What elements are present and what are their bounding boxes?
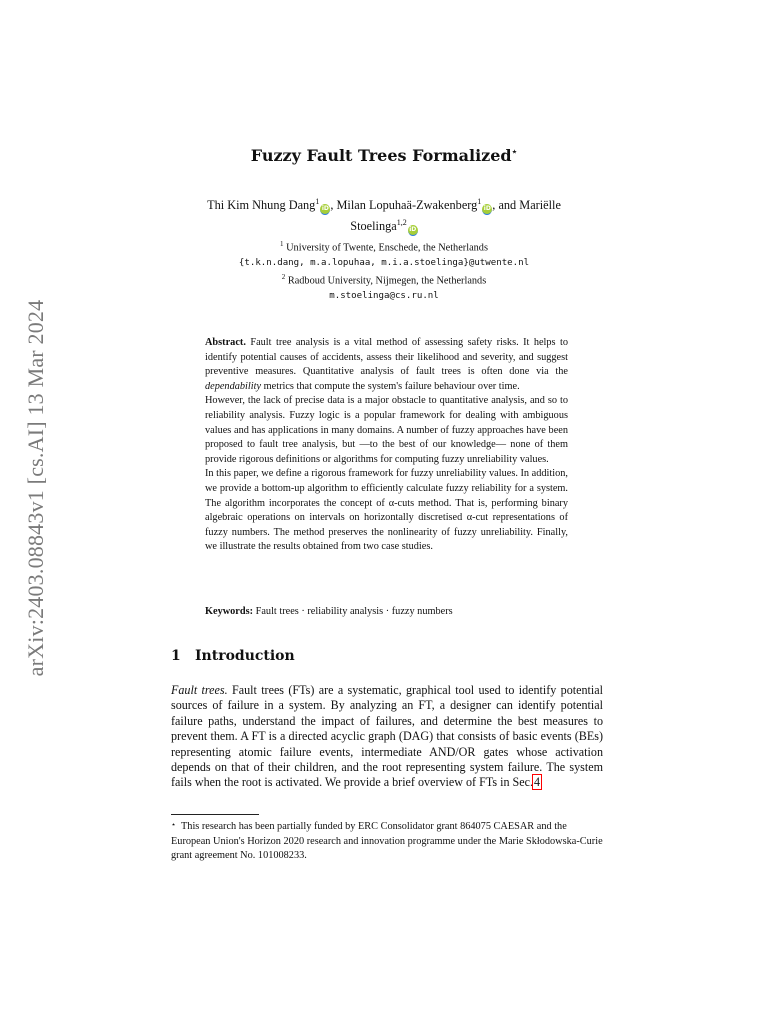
affiliations xyxy=(168,237,600,304)
paragraph-lead: Fault trees. xyxy=(171,683,228,697)
title-text: Fuzzy Fault Trees Formalized xyxy=(250,146,512,165)
footnote-divider xyxy=(171,814,259,815)
footnote-text: This research has been partially funded by ERC Consolidator grant 864075 CAESAR and the European Union's Horizon 2020 research and innovation programme under the Marie Skłodowska-Curie grant agreement No. 101008233. xyxy=(171,821,603,861)
author-list xyxy=(168,194,600,236)
author-name: Stoelinga xyxy=(350,219,397,234)
section-title: Introduction xyxy=(195,648,295,664)
section-number: 1 xyxy=(171,648,181,664)
orcid-icon[interactable]: iD xyxy=(320,204,330,215)
section-reference-link[interactable]: 4 xyxy=(534,775,541,790)
affiliation-1 xyxy=(168,237,600,256)
affil-institution: University of Twente, Enschede, the Netherlands xyxy=(286,242,488,254)
intro-text: Fault trees (FTs) are a systematic, graphical tool used to identify potential sources of failure in a system. By analyzing an FT, a designer can identify potential failure paths, understand the impact of failures, and determine the best measures to prevent them. A FT is a directed acyclic graph (DAG) that consists of basic events (BEs) representing atomic failure events, intermediate AND/OR gates whose activation depends on that of their children, and the root representing system failure. The system fails when the root is activated. We provide a brief overview of FTs in Sec. xyxy=(171,683,603,790)
orcid-icon[interactable]: iD xyxy=(482,204,492,215)
abstract-text: metrics that compute the system's failure behaviour over time. xyxy=(263,380,520,392)
affil-institution: Radboud University, Nijmegen, the Netherlands xyxy=(287,275,487,287)
abstract xyxy=(205,336,568,555)
affiliation-2 xyxy=(168,270,600,289)
title-footnote-mark[interactable]: ⋆ xyxy=(511,147,518,158)
author-affil-mark: 1,2 xyxy=(396,218,407,228)
orcid-icon[interactable]: iD xyxy=(408,225,418,236)
abstract-paragraph: However, the lack of precise data is a major obstacle to quantitative analysis, and so to reliability analysis. Fuzzy logic is a popular framework for dealing with ambiguous values and has applications in many domains. A number of fuzzy approaches have been proposed to fault tree analysis, but —to the best of our knowledge— none of them provide rigorous definitions or algorithms for computing fuzzy unreliability values. xyxy=(205,395,568,465)
arxiv-identifier[interactable]: arXiv:2403.08843v1 [cs.AI] 13 Mar 2024 xyxy=(23,299,48,677)
affil-email: m.stoelinga@cs.ru.nl xyxy=(329,291,439,302)
affil-email: {t.k.n.dang, m.a.lopuhaa, m.i.a.stoelinga}@utwente.nl xyxy=(238,257,530,268)
author-name: Milan Lopuhaä-Zwakenberg xyxy=(336,198,478,213)
author-affil-mark: 1 xyxy=(477,197,482,206)
affil-mark: 1 xyxy=(280,240,284,248)
author-affil-mark: 1 xyxy=(315,197,320,206)
abstract-text: Fault tree analysis is a vital method of assessing safety risks. It helps to identify potential causes of accidents, assess their likelihood and severity, and suggest preventive measures. Quantitative analysis of fault trees is often done via the xyxy=(205,337,569,378)
author-name: Thi Kim Nhung Dang xyxy=(207,198,316,213)
keywords xyxy=(205,606,568,617)
introduction-body xyxy=(171,683,603,791)
author-conjunction: , and Mariëlle xyxy=(492,198,561,213)
keywords-label: Keywords: xyxy=(205,606,254,617)
section-heading xyxy=(171,648,295,664)
abstract-emphasis: dependability xyxy=(205,380,262,392)
abstract-paragraph: In this paper, we define a rigorous framework for fuzzy unreliability values. In addition, we provide a bottom-up algorithm to efficiently calculate fuzzy reliability for a system. The algorithm incorporates the concept of α-cuts method. That is, performing binary algebraic operations on intervals on horizontally discretised α-cut representations of fuzzy numbers. The method preserves the nonlinearity of fuzzy unreliability. Finally, we illustrate the results obtained from two case studies. xyxy=(205,468,568,553)
author-separator: , xyxy=(330,198,334,213)
affil-mark: 2 xyxy=(281,273,286,282)
keywords-text: Fault trees · reliability analysis · fuzzy numbers xyxy=(255,606,453,617)
intro-paragraph xyxy=(171,683,603,791)
abstract-paragraph xyxy=(205,336,568,394)
footnote-mark: ⋆ xyxy=(171,820,177,829)
paper-title xyxy=(0,146,768,165)
abstract-label: Abstract. xyxy=(205,337,246,348)
footnote xyxy=(171,818,603,864)
